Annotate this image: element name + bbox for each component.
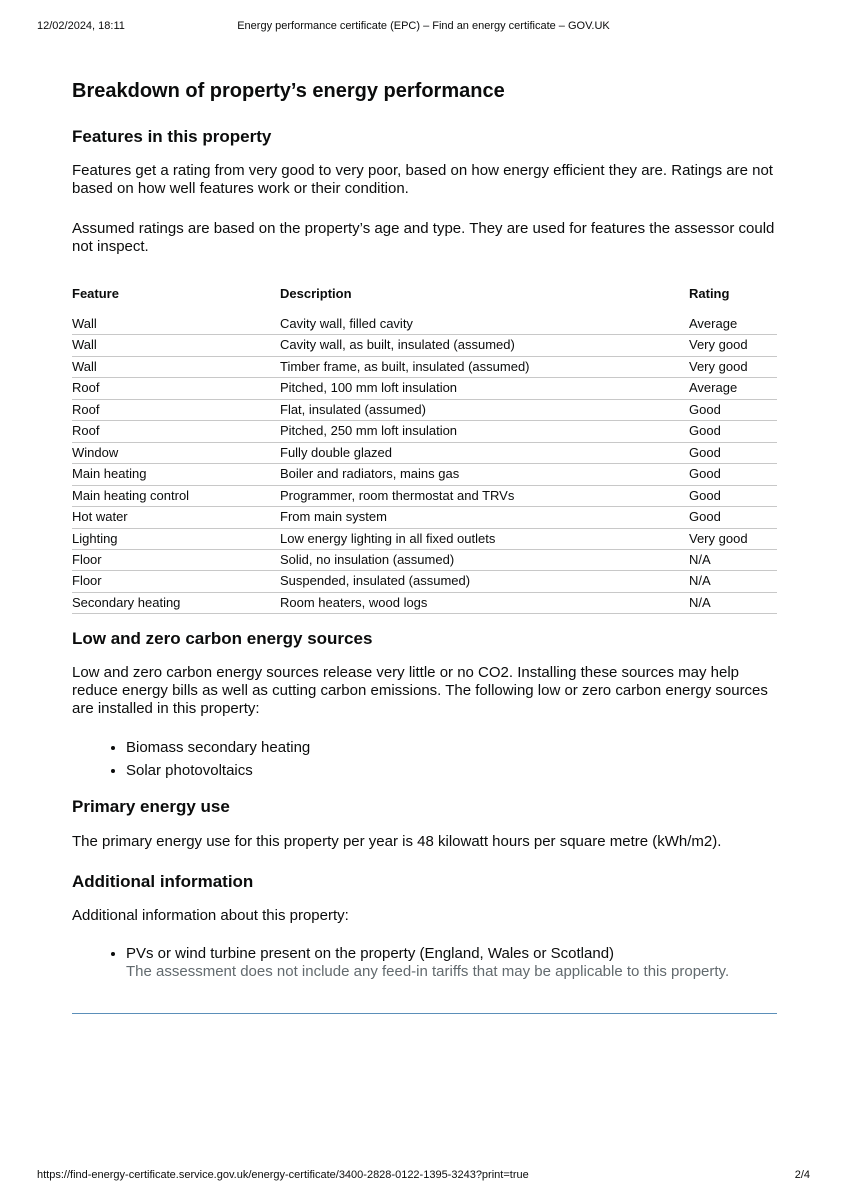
description-cell: Timber frame, as built, insulated (assumed) <box>280 356 689 377</box>
additional-item-title: PVs or wind turbine present on the property (England, Wales or Scotland) <box>126 945 615 963</box>
table-row <box>72 378 777 399</box>
description-cell: Pitched, 250 mm loft insulation <box>280 421 689 442</box>
column-header-feature: Feature <box>72 286 119 301</box>
feature-cell: Floor <box>72 549 280 570</box>
table-row <box>72 571 777 592</box>
feature-cell: Lighting <box>72 528 280 549</box>
rating-cell: Good <box>689 507 777 528</box>
features-table-header-row <box>72 286 777 314</box>
description-cell: Cavity wall, as built, insulated (assumed) <box>280 335 689 356</box>
rating-cell: Very good <box>689 528 777 549</box>
description-cell: From main system <box>280 507 689 528</box>
feature-cell: Window <box>72 442 280 463</box>
description-cell: Room heaters, wood logs <box>280 592 689 613</box>
main-content <box>72 78 777 1014</box>
table-row <box>72 549 777 570</box>
feature-cell: Wall <box>72 356 280 377</box>
primary-energy-heading: Primary energy use <box>72 797 230 817</box>
print-url: https://find-energy-certificate.service.gov.uk/energy-certificate/3400-2828-0122-1395-3243?print=true <box>37 1169 529 1181</box>
print-footer <box>37 1169 810 1183</box>
print-page-number: 2/4 <box>794 1169 810 1181</box>
low-zero-carbon-list <box>72 736 777 782</box>
description-cell: Suspended, insulated (assumed) <box>280 571 689 592</box>
feature-cell: Hot water <box>72 507 280 528</box>
table-row <box>72 356 777 377</box>
print-page-title: Energy performance certificate (EPC) – Find an energy certificate – GOV.UK <box>237 20 610 32</box>
table-row <box>72 314 777 335</box>
list-item: • Solar photovoltaics <box>126 759 777 782</box>
description-cell: Low energy lighting in all fixed outlets <box>280 528 689 549</box>
feature-cell: Secondary heating <box>72 592 280 613</box>
rating-cell: Good <box>689 399 777 420</box>
description-cell: Flat, insulated (assumed) <box>280 399 689 420</box>
rating-cell: Average <box>689 314 777 335</box>
list-item: • Biomass secondary heating <box>126 736 777 759</box>
column-header-description: Description <box>280 286 352 301</box>
rating-cell: Very good <box>689 335 777 356</box>
feature-cell: Wall <box>72 314 280 335</box>
page-heading: Breakdown of property’s energy performance <box>72 80 505 102</box>
feature-cell: Main heating control <box>72 485 280 506</box>
feature-cell: Main heating <box>72 464 280 485</box>
additional-info-heading: Additional information <box>72 872 254 892</box>
rating-cell: N/A <box>689 549 777 570</box>
features-heading: Features in this property <box>72 127 272 146</box>
description-cell: Programmer, room thermostat and TRVs <box>280 485 689 506</box>
rating-cell: Good <box>689 442 777 463</box>
feature-cell: Roof <box>72 421 280 442</box>
rating-cell: Good <box>689 421 777 442</box>
table-row <box>72 528 777 549</box>
rating-cell: Good <box>689 485 777 506</box>
description-cell: Pitched, 100 mm loft insulation <box>280 378 689 399</box>
table-row <box>72 464 777 485</box>
primary-energy-text: The primary energy use for this property per year is 48 kilowatt hours per square metre (kWh/m2). <box>72 833 722 851</box>
feature-cell: Roof <box>72 378 280 399</box>
rating-cell: N/A <box>689 592 777 613</box>
description-cell: Boiler and radiators, mains gas <box>280 464 689 485</box>
list-item <box>126 945 777 981</box>
section-divider <box>72 1013 777 1014</box>
column-header-rating: Rating <box>689 286 730 301</box>
description-cell: Cavity wall, filled cavity <box>280 314 689 335</box>
print-header <box>37 20 810 34</box>
rating-cell: N/A <box>689 571 777 592</box>
additional-item-detail: The assessment does not include any feed-in tariffs that may be applicable to this property. <box>126 963 730 981</box>
table-row <box>72 507 777 528</box>
features-intro-2: Assumed ratings are based on the property’s age and type. They are used for features the assessor could not inspect. <box>72 220 775 255</box>
rating-cell: Average <box>689 378 777 399</box>
feature-cell: Roof <box>72 399 280 420</box>
feature-cell: Wall <box>72 335 280 356</box>
features-table <box>72 286 777 614</box>
low-zero-carbon-heading: Low and zero carbon energy sources <box>72 629 373 649</box>
additional-info-text: Additional information about this property: <box>72 907 349 925</box>
table-row <box>72 592 777 613</box>
table-row <box>72 335 777 356</box>
features-intro-1: Features get a rating from very good to very poor, based on how energy efficient they are. Ratings are not based on how well features work or their condition. <box>72 162 773 197</box>
rating-cell: Good <box>689 464 777 485</box>
rating-cell: Very good <box>689 356 777 377</box>
additional-info-list <box>72 945 777 981</box>
table-row <box>72 421 777 442</box>
description-cell: Fully double glazed <box>280 442 689 463</box>
low-zero-carbon-text: Low and zero carbon energy sources release very little or no CO2. Installing these sources may help reduce energy bills as well as cutting carbon emissions. The following low or zero carbon energy sources are installed in this property: <box>72 664 768 718</box>
table-row <box>72 485 777 506</box>
feature-cell: Floor <box>72 571 280 592</box>
table-row <box>72 399 777 420</box>
print-datetime: 12/02/2024, 18:11 <box>37 20 125 32</box>
description-cell: Solid, no insulation (assumed) <box>280 549 689 570</box>
table-row <box>72 442 777 463</box>
